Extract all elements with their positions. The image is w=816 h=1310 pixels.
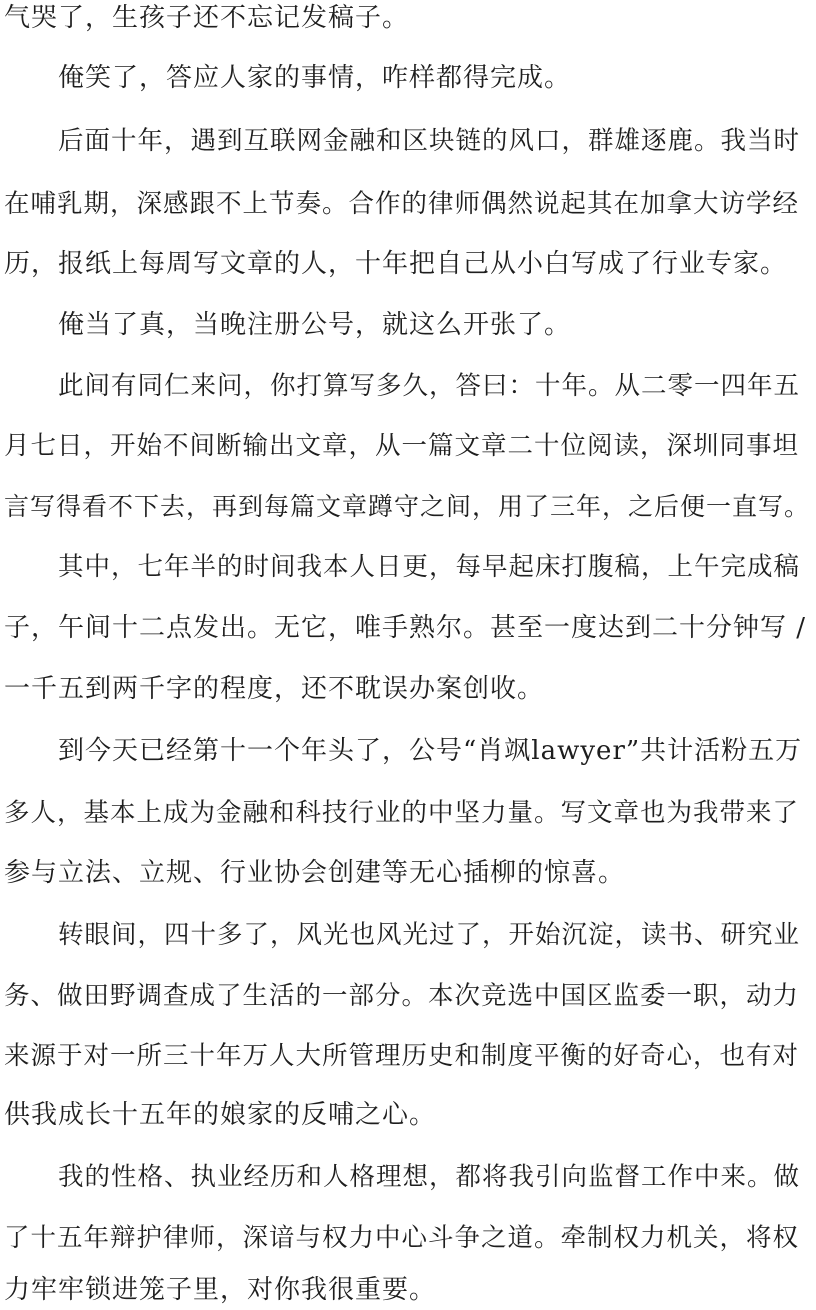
- text-line-12: 一千五到两千字的程度，还不耽误办案创收。: [4, 674, 545, 704]
- text-line-20: 我的性格、执业经历和人格理想，都将我引向监督工作中来。做: [58, 1162, 801, 1192]
- text-line-14: 多人，基本上成为金融和科技行业的中坚力量。写文章也为我带来了: [4, 798, 800, 828]
- text-line-5: 历，报纸上每周写文章的人，十年把自己从小白写成了行业专家。: [4, 249, 788, 279]
- text-line-18: 来源于对一所三十年万人大所管理历史和制度平衡的好奇心，也有对: [4, 1041, 800, 1071]
- text-line-8: 月七日，开始不间断输出文章，从一篇文章二十位阅读，深圳同事坦: [4, 431, 800, 461]
- text-line-7: 此间有同仁来问，你打算写多久，答曰：十年。从二零一四年五: [58, 371, 801, 401]
- text-line-9: 言写得看不下去，再到每篇文章蹲守之间，用了三年，之后便一直写。: [4, 492, 811, 521]
- text-line-21: 了十五年辩护律师，深谙与权力中心斗争之道。牵制权力机关，将权: [4, 1223, 800, 1253]
- text-line-6: 俺当了真，当晚注册公号，就这么开张了。: [58, 310, 572, 340]
- text-line-22: 力牢牢锁进笼子里，对你我很重要。: [4, 1275, 437, 1305]
- text-line-11: 子，午间十二点发出。无它，唯手熟尔。甚至一度达到二十分钟写 /: [4, 613, 807, 643]
- text-line-13: 到今天已经第十一个年头了，公号“肖飒lawyer”共计活粉五万: [58, 736, 803, 766]
- text-line-1: 气哭了，生孩子还不忘记发稿子。: [4, 3, 410, 33]
- text-line-19: 供我成长十五年的娘家的反哺之心。: [4, 1100, 437, 1130]
- text-line-4: 在哺乳期，深感跟不上节奏。合作的律师偶然说起其在加拿大访学经: [4, 189, 800, 219]
- text-line-17: 务、做田野调查成了生活的一部分。本次竞选中国区监委一职，动力: [4, 981, 800, 1011]
- text-line-3: 后面十年，遇到互联网金融和区块链的风口，群雄逐鹿。我当时: [58, 126, 801, 156]
- text-line-10: 其中，七年半的时间我本人日更，每早起床打腹稿，上午完成稿: [58, 552, 801, 582]
- text-line-2: 俺笑了，答应人家的事情，咋样都得完成。: [58, 63, 572, 93]
- text-line-15: 参与立法、立规、行业协会创建等无心插柳的惊喜。: [4, 858, 626, 888]
- text-line-16: 转眼间，四十多了，风光也风光过了，开始沉淀，读书、研究业: [58, 920, 801, 950]
